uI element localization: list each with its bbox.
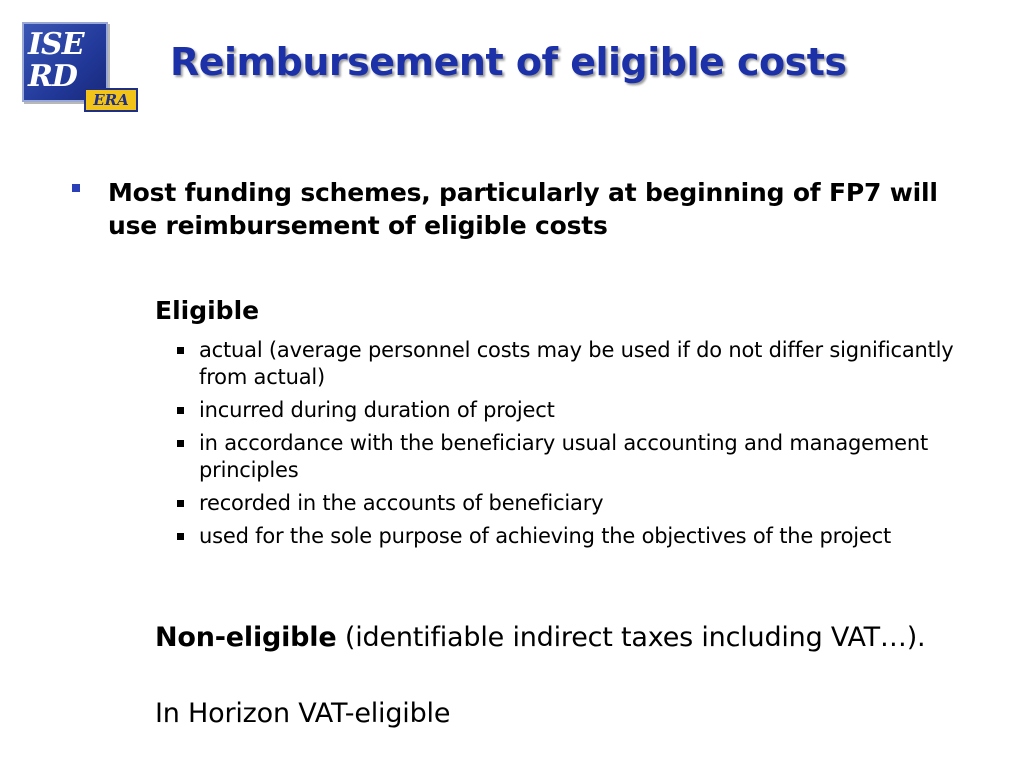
main-bullet xyxy=(72,176,972,242)
list-item xyxy=(174,337,974,391)
horizon-note: In Horizon VAT-eligible xyxy=(155,698,451,729)
square-bullet-icon xyxy=(72,184,80,192)
non-eligible-text: (identifiable indirect taxes including VAT…). xyxy=(336,622,926,653)
list-item-text: recorded in the accounts of beneficiary xyxy=(199,491,604,515)
list-item-text: incurred during duration of project xyxy=(199,398,555,422)
eligible-list xyxy=(174,337,974,556)
list-item-text: used for the sole purpose of achieving the objectives of the project xyxy=(199,524,892,548)
square-bullet-icon xyxy=(177,407,184,414)
logo-text-line1: ISE xyxy=(28,27,84,62)
slide-title: Reimbursement of eligible costs xyxy=(170,40,847,84)
square-bullet-icon xyxy=(177,533,184,540)
list-item xyxy=(174,490,974,517)
square-bullet-icon xyxy=(177,347,184,354)
logo-text-line2: RD xyxy=(28,59,77,94)
list-item xyxy=(174,523,974,550)
square-bullet-icon xyxy=(177,500,184,507)
main-bullet-text: Most funding schemes, particularly at beginning of FP7 will use reimbursement of eligible costs xyxy=(108,178,938,240)
square-bullet-icon xyxy=(177,440,184,447)
logo-era-badge: ERA xyxy=(84,88,138,112)
list-item-text: in accordance with the beneficiary usual accounting and management principles xyxy=(199,431,929,482)
list-item xyxy=(174,430,974,484)
iserd-era-logo xyxy=(22,22,140,118)
non-eligible-label: Non-eligible xyxy=(155,622,337,653)
eligible-heading: Eligible xyxy=(155,296,260,325)
list-item-text: actual (average personnel costs may be used if do not differ significantly from actual) xyxy=(199,338,954,389)
non-eligible-paragraph xyxy=(155,620,955,655)
list-item xyxy=(174,397,974,424)
